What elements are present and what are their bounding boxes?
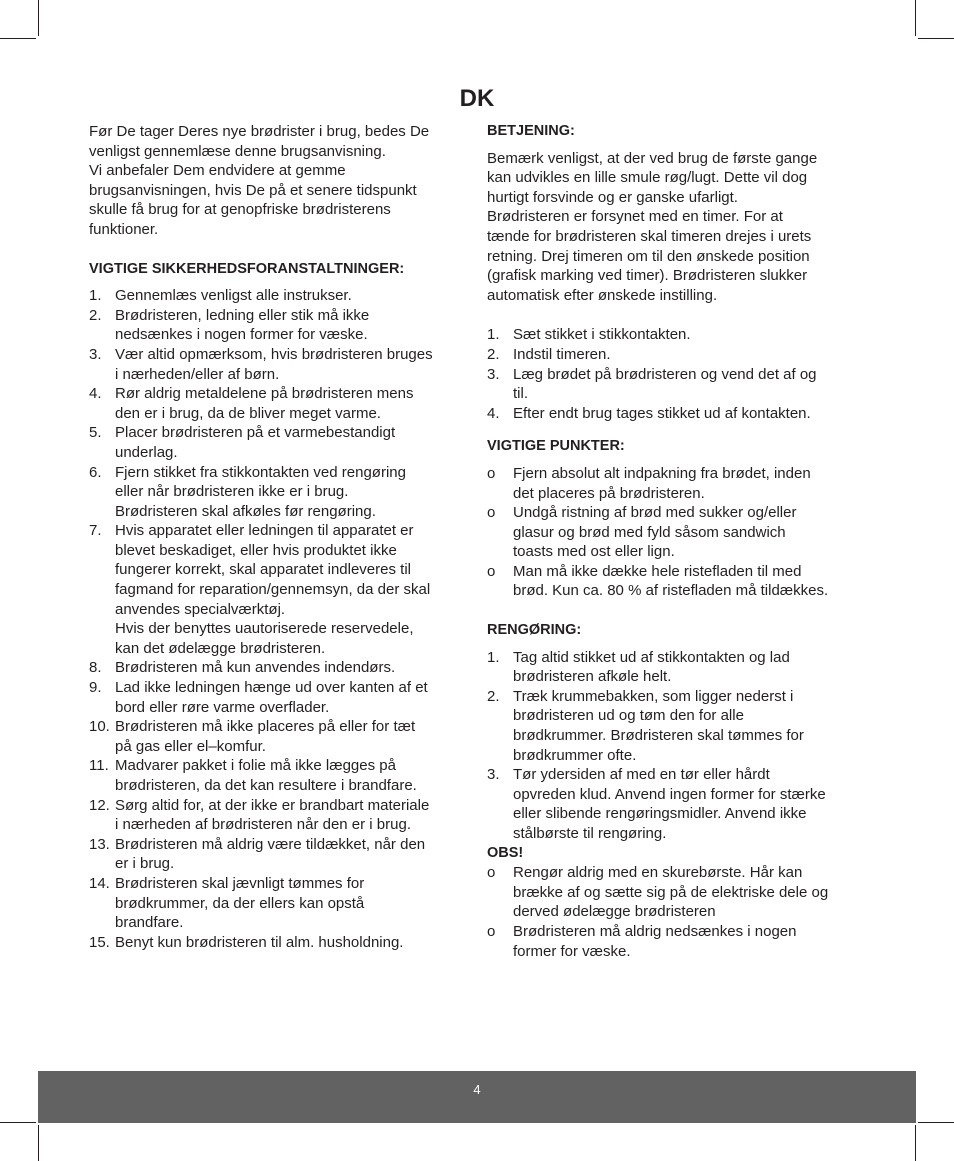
list-number: 1. bbox=[487, 326, 500, 344]
list-item bbox=[89, 423, 469, 462]
list-item-text: Fjern stikket fra stikkontakten ved rengøring eller når brødristeren ikke er i brug. Brødristeren skal afkøles før rengøring. bbox=[115, 463, 406, 520]
list-item bbox=[89, 756, 469, 795]
list-item-text: Efter endt brug tages stikket ud af kontakten. bbox=[513, 404, 811, 422]
list-number: 4. bbox=[89, 385, 102, 403]
list-item bbox=[89, 933, 469, 953]
list-number: 4. bbox=[487, 404, 500, 422]
footer-bar bbox=[38, 1071, 916, 1123]
list-item bbox=[89, 306, 469, 345]
list-bullet: o bbox=[487, 464, 496, 482]
list-item-text: Brødristeren skal jævnligt tømmes for brødkrummer, da der ellers kan opstå brandfare. bbox=[115, 874, 365, 932]
safety-heading: VIGTIGE SIKKERHEDSFORANSTALTNINGER: bbox=[89, 260, 405, 277]
crop-mark bbox=[915, 0, 916, 36]
list-item bbox=[487, 365, 867, 404]
list-item bbox=[487, 562, 867, 601]
list-item-text: Brødristeren må aldrig være tildækket, når den er i brug. bbox=[115, 835, 426, 873]
list-item-text: Hvis apparatet eller ledningen til apparatet er blevet beskadiget, eller hvis produktet ikke fungerer korrekt, skal apparatet indleveres til fagmand for reparation/gennemsyn, da der skal anvendes specialværktøj. Hvis der benyttes uautoriserede reservedele, kan det ødelægge brødristeren. bbox=[115, 522, 431, 657]
list-item-text: Madvarer pakket i folie må ikke lægges på brødristeren, da det kan resultere i brandfare. bbox=[115, 757, 417, 794]
list-item-text: Vær altid opmærksom, hvis brødristeren bruges i nærheden/eller af børn. bbox=[115, 345, 433, 383]
crop-mark bbox=[0, 1122, 36, 1123]
list-item bbox=[487, 765, 867, 843]
crop-mark bbox=[0, 38, 36, 39]
list-number: 14. bbox=[89, 874, 110, 892]
list-item bbox=[487, 404, 867, 424]
list-item-text: Brødristeren må aldrig nedsænkes i nogen former for væske. bbox=[513, 922, 797, 960]
list-item-text: Tør ydersiden af med en tør eller hårdt opvreden klud. Anvend ingen former for stærke eller slibende rengøringsmidler. Anvend ikke stålbørste til rengøring. bbox=[513, 766, 826, 842]
list-item bbox=[487, 503, 867, 562]
list-item bbox=[89, 874, 469, 933]
list-item-text: Brødristeren må ikke placeres på eller for tæt på gas eller el–komfur. bbox=[115, 718, 416, 755]
list-item-text: Placer brødristeren på et varmebestandigt underlag. bbox=[115, 424, 396, 461]
list-item bbox=[487, 325, 867, 345]
list-item bbox=[487, 345, 867, 365]
crop-mark bbox=[918, 1122, 954, 1123]
operation-heading: BETJENING: bbox=[487, 123, 575, 139]
list-item bbox=[89, 463, 469, 522]
list-item bbox=[487, 922, 867, 961]
intro-paragraph: Før De tager Deres nye brødrister i brug, bedes De venligst gennemlæse denne brugsanvisning. Vi anbefaler Dem endvidere at gemme brugsanvisningen, hvis De på et senere tidspunkt skulle få brug for at genopfriske brødristerens funktioner. bbox=[89, 123, 430, 238]
list-bullet: o bbox=[487, 922, 496, 940]
list-item-text: Læg brødet på brødristeren og vend det af og til. bbox=[513, 365, 817, 403]
list-item bbox=[487, 863, 867, 922]
left-column bbox=[89, 122, 469, 952]
list-item-text: Sørg altid for, at der ikke er brandbart materiale i nærheden af brødristeren når den er i brug. bbox=[115, 796, 430, 834]
list-number: 10. bbox=[89, 718, 110, 736]
list-number: 15. bbox=[89, 933, 110, 951]
obs-list bbox=[487, 863, 867, 961]
list-number: 8. bbox=[89, 659, 102, 677]
list-bullet: o bbox=[487, 504, 496, 522]
list-item-text: Man må ikke dække hele ristefladen til med brød. Kun ca. 80 % af ristefladen må tildækkes. bbox=[513, 562, 829, 600]
crop-mark bbox=[918, 38, 954, 39]
list-item-text: Rør aldrig metaldelene på brødristeren mens den er i brug, da de bliver meget varme. bbox=[115, 385, 414, 422]
list-item-text: Gennemlæs venligst alle instrukser. bbox=[115, 287, 352, 305]
list-item-text: Fjern absolut alt indpakning fra brødet, inden det placeres på brødristeren. bbox=[513, 464, 811, 502]
list-number: 6. bbox=[89, 463, 102, 481]
list-number: 3. bbox=[487, 766, 500, 784]
points-heading: VIGTIGE PUNKTER: bbox=[487, 438, 625, 455]
obs-heading: OBS! bbox=[487, 844, 524, 861]
list-number: 7. bbox=[89, 522, 102, 540]
list-item-text: Rengør aldrig med en skurebørste. Hår kan brække af og sætte sig på de elektriske dele og derved ødelægge brødristeren bbox=[513, 864, 829, 921]
list-item bbox=[89, 658, 469, 678]
list-item-text: Brødristeren, ledning eller stik må ikke nedsænkes i nogen former for væske. bbox=[115, 306, 370, 344]
list-item-text: Undgå ristning af brød med sukker og/eller glasur og brød med fyld såsom sandwich toasts med ost eller lign. bbox=[513, 504, 797, 561]
list-number: 3. bbox=[487, 365, 500, 383]
operation-steps-list bbox=[487, 325, 867, 423]
list-item-text: Brødristeren må kun anvendes indendørs. bbox=[115, 659, 396, 677]
list-item-text: Benyt kun brødristeren til alm. husholdning. bbox=[115, 933, 404, 951]
list-item bbox=[89, 521, 469, 658]
list-number: 5. bbox=[89, 424, 102, 442]
list-bullet: o bbox=[487, 562, 496, 580]
list-item-text: Tag altid stikket ud af stikkontakten og lad brødristeren afkøle helt. bbox=[513, 648, 790, 686]
list-number: 2. bbox=[487, 687, 500, 705]
list-number: 1. bbox=[89, 287, 102, 305]
crop-mark bbox=[915, 1125, 916, 1161]
list-item bbox=[89, 796, 469, 835]
list-item bbox=[89, 384, 469, 423]
page-title: DK bbox=[459, 85, 495, 112]
cleaning-steps-list bbox=[487, 648, 867, 844]
list-item bbox=[89, 345, 469, 384]
list-item bbox=[89, 286, 469, 306]
list-item bbox=[487, 464, 867, 503]
right-column bbox=[487, 122, 867, 961]
page-number: 4 bbox=[473, 1082, 481, 1097]
list-item bbox=[487, 687, 867, 765]
safety-list bbox=[89, 286, 469, 952]
cleaning-heading: RENGØRING: bbox=[487, 622, 582, 639]
list-number: 2. bbox=[487, 345, 500, 363]
list-item-text: Lad ikke ledningen hænge ud over kanten af et bord eller røre varme overflader. bbox=[115, 679, 428, 716]
list-item bbox=[89, 835, 469, 874]
list-item-text: Indstil timeren. bbox=[513, 345, 611, 363]
list-number: 3. bbox=[89, 345, 102, 363]
list-number: 13. bbox=[89, 835, 110, 853]
list-number: 11. bbox=[89, 757, 109, 775]
points-list bbox=[487, 464, 867, 601]
operation-paragraph: Bemærk venligst, at der ved brug de første gange kan udvikles en lille smule røg/lugt. Dette vil dog hurtigt forsvinde og er ganske ufarligt. Brødristeren er forsynet med en timer. For at tænde for brødristeren skal timeren drejes i urets retning. Drej timeren om til den ønskede position (grafisk marking ved timer). Brødristeren slukker automatisk efter ønskede instilling. bbox=[487, 149, 818, 304]
list-number: 12. bbox=[89, 796, 110, 814]
list-item-text: Træk krummebakken, som ligger nederst i brødristeren ud og tøm den for alle brødkrummer. Brødristeren skal tømmes for brødkrummer ofte. bbox=[513, 687, 804, 764]
list-number: 1. bbox=[487, 648, 500, 666]
list-item bbox=[89, 717, 469, 756]
crop-mark bbox=[38, 0, 39, 36]
list-item bbox=[89, 678, 469, 717]
list-number: 2. bbox=[89, 306, 102, 324]
crop-mark bbox=[38, 1125, 39, 1161]
list-bullet: o bbox=[487, 864, 496, 882]
list-item bbox=[487, 648, 867, 687]
list-number: 9. bbox=[89, 679, 102, 697]
list-item-text: Sæt stikket i stikkontakten. bbox=[513, 326, 691, 344]
